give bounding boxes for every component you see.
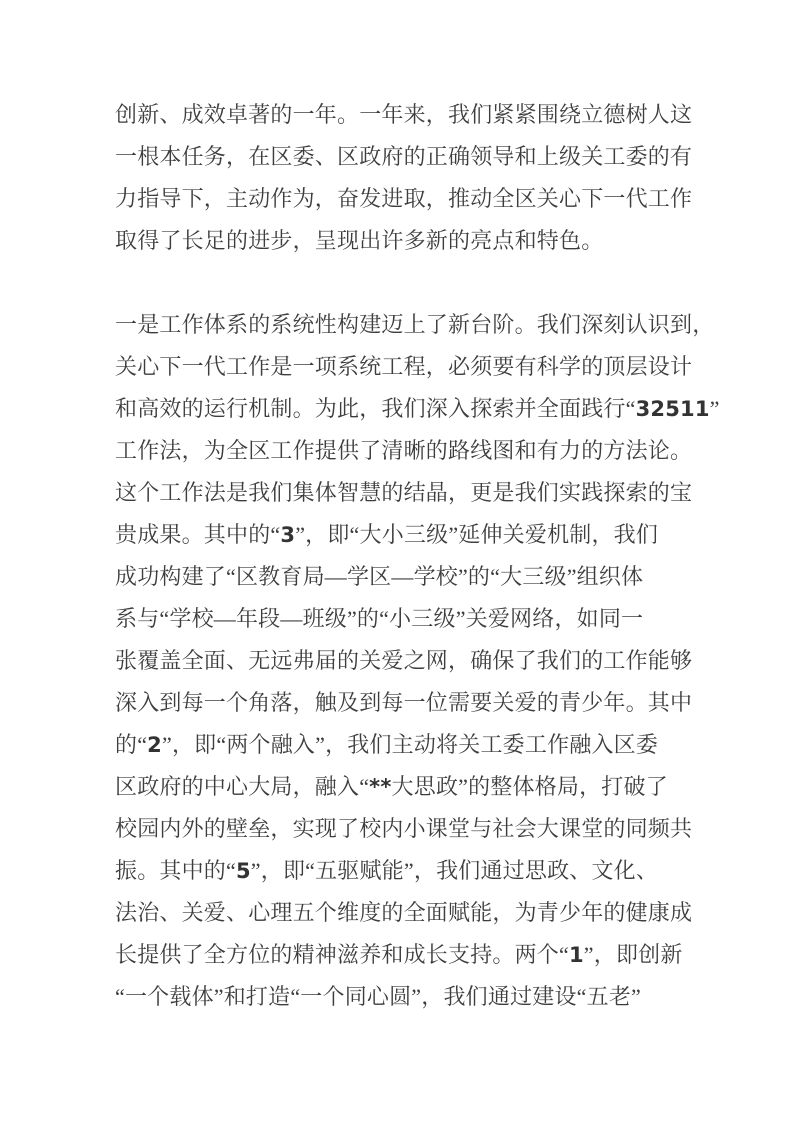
text-line <box>115 766 699 808</box>
text-line <box>115 724 699 766</box>
text-run: 这个工作法是我们集体智慧的结晶，更是我们实践探索的宝 <box>115 480 693 505</box>
document-body <box>115 94 720 1018</box>
text-run: 校园内外的壁垒，实现了校内小课堂与社会大课堂的同频共 <box>115 816 693 841</box>
text-line <box>115 640 699 682</box>
text-run: 一根本任务，在区委、区政府的正确领导和上级关工委的有 <box>115 144 693 169</box>
text-run: 取得了长足的进步，呈现出许多新的亮点和特色。 <box>115 228 604 253</box>
text-run: 关心下一代工作是一项系统工程，必须要有科学的顶层设计 <box>115 354 693 379</box>
bold-number-run: 2 <box>147 733 162 757</box>
text-run: ”，即“大小三级”延伸关爱机制，我们 <box>295 522 659 547</box>
text-line <box>115 94 699 136</box>
text-line <box>115 556 699 598</box>
text-run: 系与“学校—年段—班级”的“小三级”关爱网络，如同一 <box>115 606 644 631</box>
bold-number-run: ** <box>369 775 392 799</box>
text-line <box>115 178 699 220</box>
text-line <box>115 472 699 514</box>
text-run: 深入到每一个角落，触及到每一位需要关爱的青少年。其中 <box>115 690 693 715</box>
text-run: 一是工作体系的系统性构建迈上了新台阶。我们深刻认识到， <box>115 312 715 337</box>
text-line <box>115 598 699 640</box>
text-run: ”，即“两个融入”，我们主动将关工委工作融入区委 <box>161 732 659 757</box>
text-line <box>115 136 699 178</box>
paragraph <box>115 304 720 1018</box>
text-run: 大思政”的整体格局，打破了 <box>391 774 668 799</box>
text-run: 区政府的中心大局，融入“ <box>115 774 370 799</box>
text-line <box>115 976 699 1018</box>
text-line <box>115 346 699 388</box>
text-run: 张覆盖全面、无远弗届的关爱之网，确保了我们的工作能够 <box>115 648 693 673</box>
bold-number-run: 3 <box>280 523 296 547</box>
bold-number-run: 32511 <box>635 397 710 421</box>
paragraph <box>115 94 699 262</box>
text-run: 的“ <box>115 732 148 757</box>
text-run: 力指导下，主动作为，奋发进取，推动全区关心下一代工作 <box>115 186 693 211</box>
text-line <box>115 430 699 472</box>
text-line <box>115 388 720 430</box>
text-line <box>115 808 699 850</box>
text-run: “一个载体”和打造“一个同心圆”，我们通过建设“五老” <box>115 984 641 1009</box>
text-line <box>115 682 699 724</box>
text-line <box>115 850 699 892</box>
text-run: 法治、关爱、心理五个维度的全面赋能，为青少年的健康成 <box>115 900 693 925</box>
text-run: 和高效的运行机制。为此，我们深入探索并全面践行“ <box>115 396 636 421</box>
text-line <box>115 304 715 346</box>
text-run: 创新、成效卓著的一年。一年来，我们紧紧围绕立德树人这 <box>115 102 693 127</box>
bold-number-run: 1 <box>568 943 584 967</box>
text-run: ”，即“五驱赋能”，我们通过思政、文化、 <box>250 858 659 883</box>
text-run: 成功构建了“区教育局—学区—学校”的“大三级”组织体 <box>115 564 644 589</box>
text-run: 贵成果。其中的“ <box>115 522 281 547</box>
text-line <box>115 934 699 976</box>
text-line <box>115 892 699 934</box>
text-line <box>115 220 699 262</box>
bold-number-run: 5 <box>235 859 251 883</box>
text-line <box>115 514 699 556</box>
text-run: 振。其中的“ <box>115 858 236 883</box>
text-run: ” <box>709 396 720 421</box>
text-run: 工作法，为全区工作提供了清晰的路线图和有力的方法论。 <box>115 438 693 463</box>
text-run: 长提供了全方位的精神滋养和成长支持。两个“ <box>115 942 569 967</box>
text-run: ”，即创新 <box>583 942 683 967</box>
